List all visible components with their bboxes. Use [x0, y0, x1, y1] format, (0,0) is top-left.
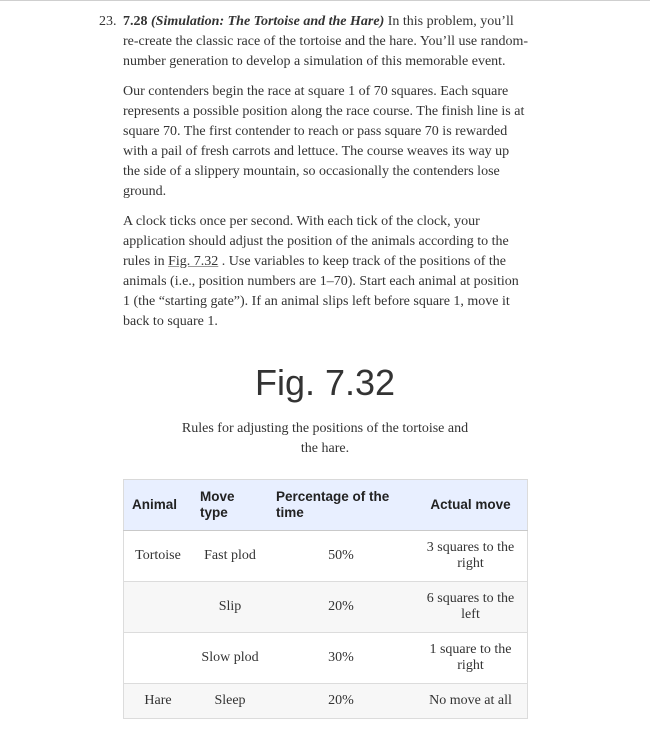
- exercise-23: [99, 12, 529, 342]
- table-header-row: [124, 480, 528, 531]
- table-row: [124, 684, 528, 719]
- table-row: [124, 582, 528, 633]
- table-row: [124, 531, 528, 582]
- header-animal: Animal: [124, 480, 193, 531]
- intro-text: In this problem, you’ll re-create the classic race of the tortoise and the hare. You’ll use random-number generation to develop a simulation of this memorable event.: [123, 14, 529, 69]
- cell-move-type: Slip: [192, 582, 268, 633]
- header-percentage: Percentage of the time: [268, 480, 414, 531]
- cell-actual-move: 6 squares to the left: [414, 582, 528, 633]
- clock-text-b: . Use variables to keep track of the positions of the animals (i.e., position numbers are 1–70). Start each animal at position 1 (the “starting gate”). If an animal slips left before square 1, move it back to square 1.: [123, 254, 519, 329]
- exercise-body: [123, 12, 529, 332]
- paragraph-course: Our contenders begin the race at square 1 of 70 squares. Each square represents a possible position along the race course. The finish line is at square 70. The first contender to reach or pass square 70 is rewarded with a pail of fresh carrots and lettuce. The course weaves its way up the side of a slippery mountain, so occasionally the contenders lose ground.: [123, 84, 525, 199]
- cell-move-type: Fast plod: [192, 531, 268, 582]
- clock-text-a: A clock ticks once per second. With each tick of the clock, your application should adjust the position of the animals according to the rules in: [123, 214, 509, 269]
- cell-actual-move: 3 squares to the right: [414, 531, 528, 582]
- paragraph-clock: [123, 212, 529, 332]
- header-actual-move: Actual move: [414, 480, 528, 531]
- cell-percentage: 20%: [268, 582, 414, 633]
- cell-animal: Hare: [124, 684, 193, 719]
- cell-actual-move: No move at all: [414, 684, 528, 719]
- exercise-number: 23.: [99, 14, 117, 29]
- cell-percentage: 20%: [268, 684, 414, 719]
- cell-percentage: 30%: [268, 633, 414, 684]
- top-divider: [0, 0, 650, 1]
- exercise-intro: [123, 12, 529, 72]
- exercise-title-number: 7.28: [123, 14, 148, 29]
- cell-move-type: Sleep: [192, 684, 268, 719]
- cell-move-type: Slow plod: [192, 633, 268, 684]
- cell-percentage: 50%: [268, 531, 414, 582]
- rules-table: [123, 479, 528, 719]
- cell-animal: [124, 582, 193, 633]
- figure-link[interactable]: Fig. 7.32: [168, 254, 219, 269]
- figure-caption: Rules for adjusting the positions of the tortoise and the hare.: [181, 421, 469, 456]
- cell-animal: Tortoise: [124, 531, 193, 582]
- header-move-type: Move type: [192, 480, 268, 531]
- cell-actual-move: 1 square to the right: [414, 633, 528, 684]
- exercise-title: (Simulation: The Tortoise and the Hare): [151, 14, 385, 29]
- cell-animal: [124, 633, 193, 684]
- figure-title: Fig. 7.32: [254, 362, 396, 403]
- table-row: [124, 633, 528, 684]
